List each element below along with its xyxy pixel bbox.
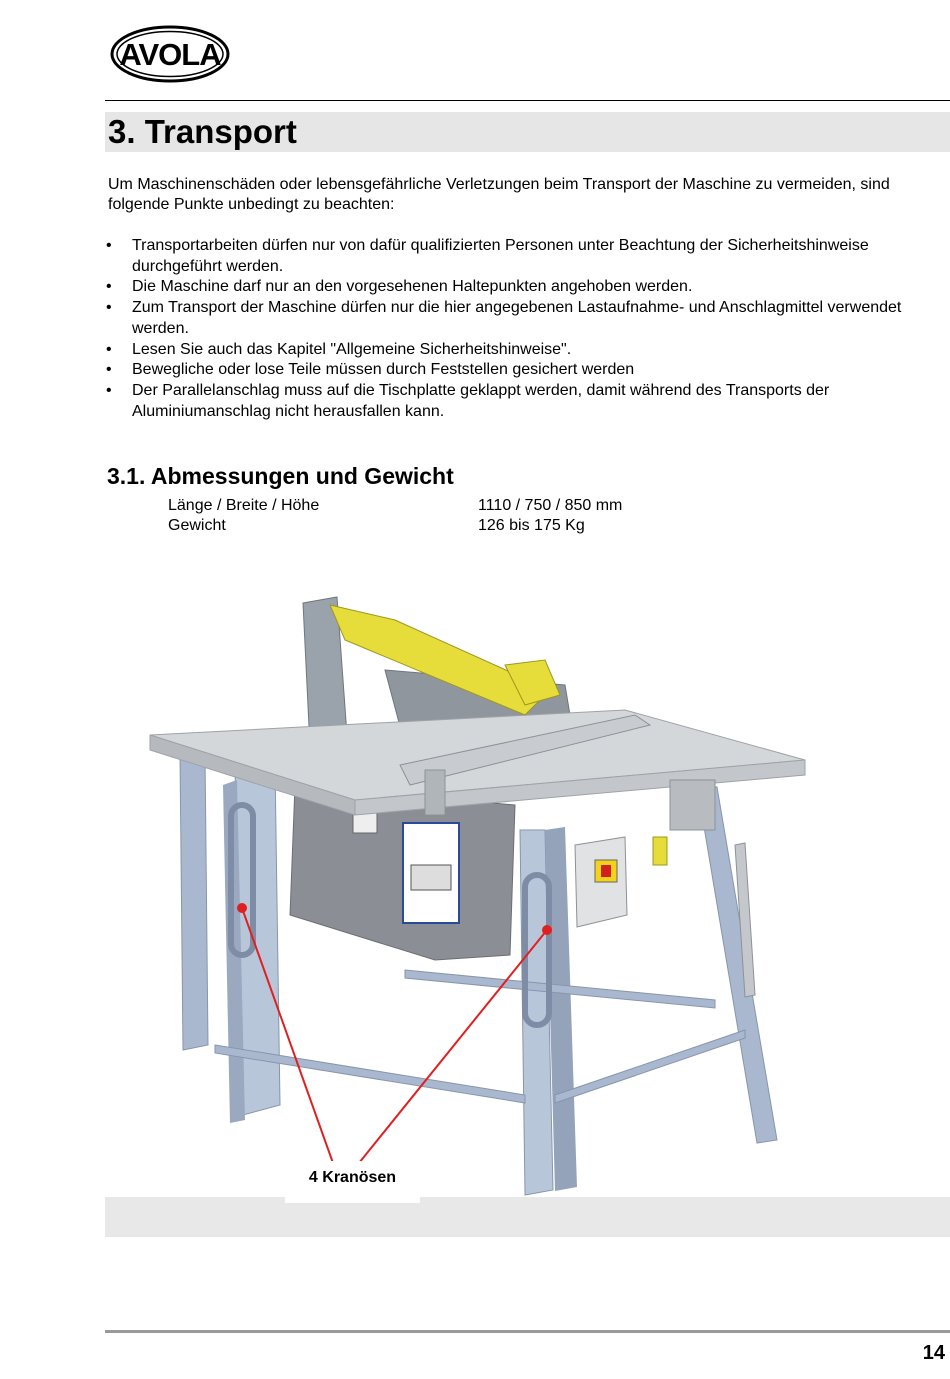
section-title: 3. Transport [105,112,950,152]
spec-row-dimensions [168,496,622,516]
crane-eyes-label: 4 Kranösen [285,1161,420,1203]
list-item: • Bewegliche oder lose Teile müssen durch Feststellen gesichert werden [106,361,635,379]
spec-value: 1110 / 750 / 850 mm [478,497,623,514]
spec-label: Länge / Breite / Höhe [168,497,320,514]
spec-value: 126 bis 175 Kg [478,517,585,534]
avola-logo [110,25,230,83]
logo-text: AVOLA [119,37,221,72]
top-rule [105,100,950,101]
bottom-rule [105,1330,950,1333]
list-item: • Transportarbeiten dürfen nur von dafür qualifizierten Personen unter Beachtung der Sicherheitshinweise durchgeführt werden. [106,237,869,275]
subsection-title: 3.1. Abmessungen und Gewicht [107,463,454,489]
page-number: 14 [922,1342,945,1364]
dimensions-table [168,496,622,536]
list-item: • Der Parallelanschlag muss auf die Tischplatte geklappt werden, damit während des Transports der Aluminiumanschlag nicht herausfallen kann. [106,381,830,420]
intro-paragraph: Um Maschinenschäden oder lebensgefährliche Verletzungen beim Transport der Maschine zu vermeiden, sind folgende Punkte unbedingt zu beachten: [108,176,890,213]
spec-label: Gewicht [168,517,226,534]
transport-bullet-list [108,236,938,422]
list-item: • Lesen Sie auch das Kapitel "Allgemeine Sicherheitshinweise". [106,340,572,358]
spec-row-weight [168,516,622,536]
table-saw-illustration [105,575,881,1215]
list-item: • Die Maschine darf nur an den vorgesehenen Haltepunkten angehoben werden. [106,278,693,296]
list-item: • Zum Transport der Maschine dürfen nur die hier angegebenen Lastaufnahme- und Anschlagmittel verwendet werden. [106,299,902,337]
